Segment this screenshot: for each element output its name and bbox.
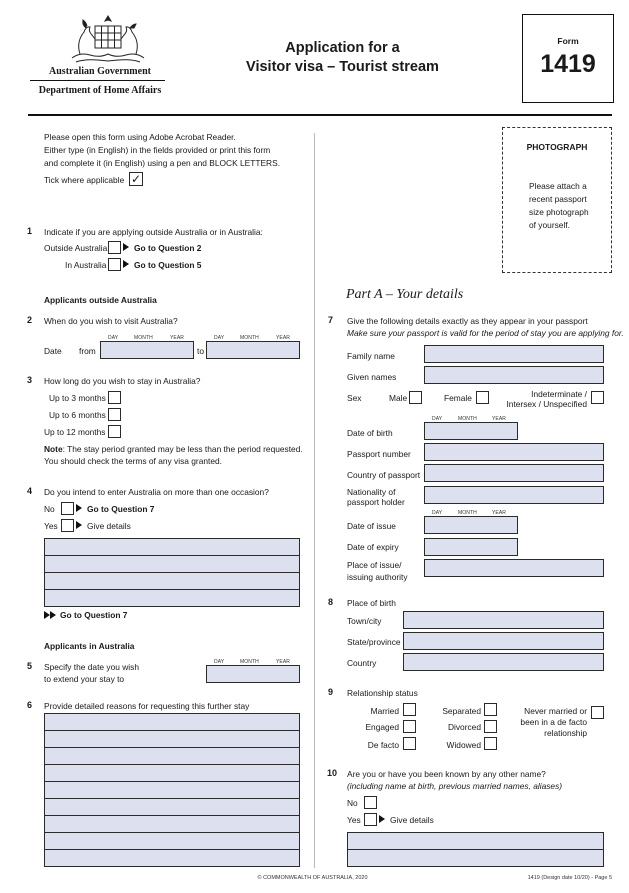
q1-in-goto: Go to Question 5: [134, 260, 202, 270]
q2-to-month-label: MONTH: [240, 335, 259, 341]
q7-given-names-field[interactable]: [424, 366, 604, 384]
part-a-title: Part A – Your details: [346, 287, 464, 302]
q3-note-bold: Note: [44, 444, 63, 454]
q9-engaged-checkbox[interactable]: [403, 720, 416, 733]
photograph-line1: Please attach a: [529, 181, 587, 191]
q6-reasons-line-1[interactable]: [44, 713, 300, 731]
q7-family-name-field[interactable]: [424, 345, 604, 363]
q10-yes-label: Yes: [347, 815, 361, 825]
q8-country-label: Country: [347, 658, 377, 668]
form-label: Form: [557, 36, 579, 46]
q2-number: 2: [27, 315, 33, 325]
q7-subtext: Make sure your passport is valid for the period of stay you are applying for.: [347, 328, 624, 338]
q2-to-label: to: [197, 346, 204, 356]
q9-divorced-checkbox[interactable]: [484, 720, 497, 733]
q6-reasons-line-7[interactable]: [44, 815, 300, 833]
q6-number: 6: [27, 700, 33, 710]
q9-never-checkbox[interactable]: [591, 706, 604, 719]
q2-to-year-label: YEAR: [276, 335, 291, 341]
q8-state-field[interactable]: [403, 632, 604, 650]
q7-dob-month-label: MONTH: [458, 416, 477, 422]
q7-place-issue-field[interactable]: [424, 559, 604, 577]
q2-from-month-label: MONTH: [134, 335, 153, 341]
q9-widowed-checkbox[interactable]: [484, 737, 497, 750]
q7-dob-day-label: DAY: [432, 416, 443, 422]
form-number: 1419: [540, 50, 596, 78]
q4-goto-arrow-icon-2: [50, 611, 56, 619]
q3-opt1-label: Up to 3 months: [49, 393, 106, 403]
q3-opt2-checkbox[interactable]: [108, 408, 121, 421]
q4-no-label: No: [44, 504, 55, 514]
q6-reasons-line-2[interactable]: [44, 730, 300, 748]
q7-date-issue-label: Date of issue: [347, 521, 396, 531]
gov-name: Australian Government: [49, 66, 151, 77]
q7-indeterminate-checkbox[interactable]: [591, 391, 604, 404]
q7-issue-day-label: DAY: [432, 510, 443, 516]
q2-text: When do you wish to visit Australia?: [44, 316, 178, 326]
q3-opt2-label: Up to 6 months: [49, 410, 106, 420]
q7-nationality-line2: passport holder: [347, 497, 405, 507]
q7-female-label: Female: [444, 393, 472, 403]
q9-engaged-label: Engaged: [365, 722, 399, 732]
q6-text: Provide detailed reasons for requesting this further stay: [44, 701, 250, 711]
q6-reasons-line-6[interactable]: [44, 798, 300, 816]
q9-married-label: Married: [370, 706, 399, 716]
dept-name: Department of Home Affairs: [38, 85, 162, 96]
intro-line3: and complete it (in English) using a pen and BLOCK LETTERS.: [44, 158, 281, 168]
q5-year-label: YEAR: [276, 659, 291, 665]
q6-reasons-line-5[interactable]: [44, 781, 300, 799]
q1-outside-checkbox[interactable]: [108, 241, 121, 254]
footer-copyright: © COMMONWEALTH OF AUSTRALIA, 2020: [257, 875, 368, 881]
form-title-line1: Application for a: [285, 40, 400, 56]
q7-date-expiry-label: Date of expiry: [347, 542, 399, 552]
q4-yes-text: Give details: [87, 521, 131, 531]
q10-no-checkbox[interactable]: [364, 796, 377, 809]
q7-indeterminate-line2: Intersex / Unspecified: [506, 399, 587, 409]
q9-text: Relationship status: [347, 688, 418, 698]
q5-line1: Specify the date you wish: [44, 662, 139, 672]
q3-opt3-checkbox[interactable]: [108, 425, 121, 438]
q10-number: 10: [327, 768, 338, 778]
q8-number: 8: [328, 597, 334, 607]
q7-male-checkbox[interactable]: [409, 391, 422, 404]
q9-separated-checkbox[interactable]: [484, 703, 497, 716]
q7-indeterminate-line1: Indeterminate /: [531, 389, 587, 399]
q7-country-passport-field[interactable]: [424, 464, 604, 482]
intro-line2: Either type (in English) in the fields provided or print this form: [44, 145, 271, 155]
q9-defacto-label: De facto: [367, 740, 399, 750]
q7-dob-field[interactable]: [424, 422, 518, 440]
q10-text: Are you or have you been known by any other name?: [347, 769, 546, 779]
q4-details-line-4[interactable]: [44, 589, 300, 607]
q8-town-field[interactable]: [403, 611, 604, 629]
q9-never-line1: Never married or: [524, 706, 587, 716]
photograph-line4: of yourself.: [529, 220, 570, 230]
q4-details-line-3[interactable]: [44, 572, 300, 590]
coat-of-arms-icon: [62, 14, 154, 66]
q1-in-label: In Australia: [65, 260, 107, 270]
tick-where-applicable-label: Tick where applicable: [44, 175, 125, 185]
q7-family-name-label: Family name: [347, 351, 395, 361]
q9-never-line3: relationship: [544, 728, 587, 738]
q9-widowed-label: Widowed: [446, 740, 481, 750]
q3-text: How long do you wish to stay in Australia?: [44, 376, 201, 386]
header-rule: [28, 114, 612, 116]
q7-dob-year-label: YEAR: [492, 416, 507, 422]
q2-from-date-field[interactable]: [100, 341, 194, 359]
q10-no-label: No: [347, 798, 358, 808]
q4-yes-arrow-icon: [76, 521, 82, 529]
column-divider: [314, 133, 315, 868]
tick-example-checkbox: [129, 172, 143, 186]
section-outside-heading: Applicants outside Australia: [44, 295, 157, 305]
q3-note-text: : The stay period granted may be less than the period requested.: [62, 444, 303, 454]
photograph-line2: recent passport: [529, 194, 587, 204]
q8-state-label: State/province: [347, 637, 401, 647]
q6-reasons-line-3[interactable]: [44, 747, 300, 765]
q8-text: Place of birth: [347, 598, 396, 608]
q1-outside-goto: Go to Question 2: [134, 243, 202, 253]
q2-from-day-label: DAY: [108, 335, 119, 341]
q1-text: Indicate if you are applying outside Australia or in Australia:: [44, 227, 263, 237]
q3-number: 3: [27, 375, 33, 385]
q4-no-checkbox[interactable]: [61, 502, 74, 515]
q8-country-field[interactable]: [403, 653, 604, 671]
q4-no-arrow-icon: [76, 504, 82, 512]
q9-never-line2: been in a de facto: [520, 717, 587, 727]
q10-yes-arrow-icon: [379, 815, 385, 823]
q4-number: 4: [27, 486, 33, 496]
q7-passport-number-field[interactable]: [424, 443, 604, 461]
photograph-title: PHOTOGRAPH: [526, 142, 588, 152]
q4-goto: Go to Question 7: [60, 610, 128, 620]
q7-passport-number-label: Passport number: [347, 449, 411, 459]
tick-mark-icon: ✓: [130, 172, 142, 186]
q10-yes-text: Give details: [390, 815, 434, 825]
q2-from-year-label: YEAR: [170, 335, 185, 341]
q3-note: [44, 444, 303, 455]
q5-number: 5: [27, 661, 33, 671]
q7-country-passport-label: Country of passport: [347, 470, 421, 480]
q6-reasons-line-4[interactable]: [44, 764, 300, 782]
q9-married-checkbox[interactable]: [403, 703, 416, 716]
q7-issue-year-label: YEAR: [492, 510, 507, 516]
q3-opt3-label: Up to 12 months: [44, 427, 106, 437]
q7-number: 7: [328, 315, 334, 325]
q4-text: Do you intend to enter Australia on more than one occasion?: [44, 487, 269, 497]
q7-place-issue-line1: Place of issue/: [347, 560, 402, 570]
q3-opt1-checkbox[interactable]: [108, 391, 121, 404]
q9-defacto-checkbox[interactable]: [403, 737, 416, 750]
q7-male-label: Male: [389, 393, 408, 403]
intro-line1: Please open this form using Adobe Acrobat Reader.: [44, 132, 236, 142]
q9-number: 9: [328, 687, 334, 697]
q4-no-goto: Go to Question 7: [87, 504, 155, 514]
footer-form-ref: 1419 (Design date 10/20) - Page 5: [527, 875, 612, 881]
q2-to-date-field[interactable]: [206, 341, 300, 359]
q1-outside-label: Outside Australia: [44, 243, 108, 253]
q4-details-line-1[interactable]: [44, 538, 300, 556]
photograph-line3: size photograph: [529, 207, 589, 217]
q9-divorced-label: Divorced: [447, 722, 481, 732]
q4-yes-checkbox[interactable]: [61, 519, 74, 532]
q7-sex-label: Sex: [347, 393, 362, 403]
q9-separated-label: Separated: [442, 706, 481, 716]
q5-line2: to extend your stay to: [44, 674, 125, 684]
q6-reasons-line-8[interactable]: [44, 832, 300, 850]
q10-subtext: (including name at birth, previous married names, aliases): [347, 781, 563, 791]
q7-nationality-line1: Nationality of: [347, 487, 396, 497]
header-logo-divider: [30, 80, 165, 81]
q5-date-field[interactable]: [206, 665, 300, 683]
q1-in-arrow-icon: [123, 260, 129, 268]
q1-in-checkbox[interactable]: [108, 258, 121, 271]
section-in-heading: Applicants in Australia: [44, 641, 135, 651]
q5-month-label: MONTH: [240, 659, 259, 665]
q5-day-label: DAY: [214, 659, 225, 665]
q7-date-issue-field[interactable]: [424, 516, 518, 534]
q10-details-line-1[interactable]: [347, 832, 604, 850]
q10-yes-checkbox[interactable]: [364, 813, 377, 826]
q7-issue-month-label: MONTH: [458, 510, 477, 516]
q2-to-day-label: DAY: [214, 335, 225, 341]
q7-date-expiry-field[interactable]: [424, 538, 518, 556]
q7-text: Give the following details exactly as they appear in your passport: [347, 316, 588, 326]
q7-nationality-field[interactable]: [424, 486, 604, 504]
q1-outside-arrow-icon: [123, 243, 129, 251]
q8-town-label: Town/city: [347, 616, 382, 626]
q10-details-line-2[interactable]: [347, 849, 604, 867]
q4-details-line-2[interactable]: [44, 555, 300, 573]
q1-number: 1: [27, 226, 33, 236]
form-title-line2: Visitor visa – Tourist stream: [246, 59, 439, 75]
q6-reasons-line-9[interactable]: [44, 849, 300, 867]
q4-yes-label: Yes: [44, 521, 58, 531]
q2-date-label: Date: [44, 346, 62, 356]
q7-place-issue-line2: issuing authority: [347, 572, 408, 582]
q7-given-names-label: Given names: [347, 372, 397, 382]
q3-note-line2: You should check the terms of any visa granted.: [44, 456, 222, 466]
q7-dob-label: Date of birth: [347, 428, 393, 438]
q2-from-label: from: [79, 346, 96, 356]
